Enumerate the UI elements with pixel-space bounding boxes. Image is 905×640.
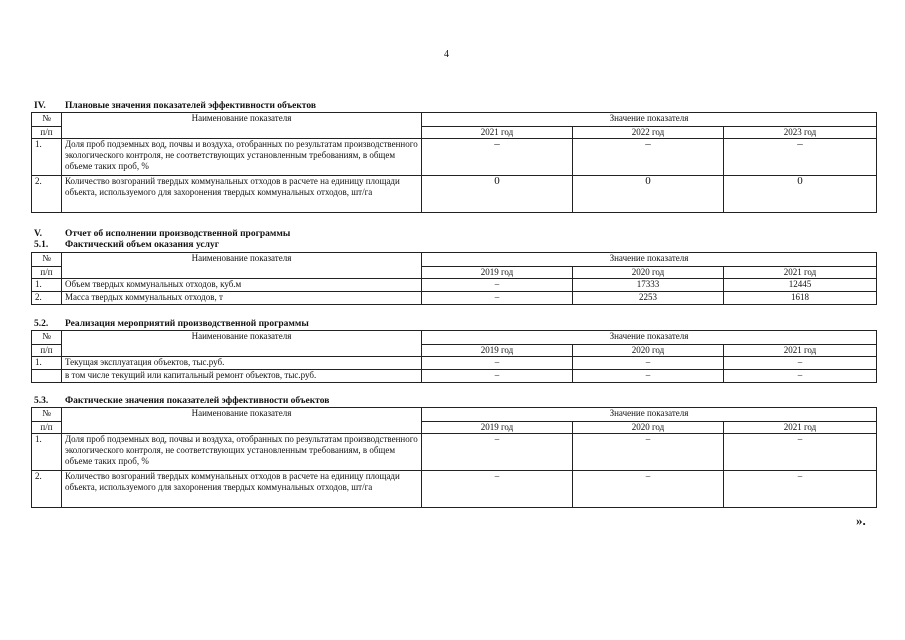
- table-row: [32, 370, 877, 383]
- section-title: Фактический объем оказания услуг: [65, 240, 220, 250]
- closing-quote-mark: ».: [856, 513, 866, 528]
- row-value: 17333: [573, 279, 724, 292]
- table-section-5-3: [31, 407, 877, 508]
- table-row: [32, 357, 877, 370]
- section-number: 5.3.: [34, 396, 49, 406]
- row-name: Доля проб подземных вод, почвы и воздуха, отобранных по результатам производственного экологического контроля, не соответствующих установленным требованиям, в общем объеме таких проб, %: [62, 434, 422, 471]
- section-number: IV.: [34, 101, 46, 111]
- row-value: –: [724, 357, 877, 370]
- section-title: Отчет об исполнении производственной программы: [65, 229, 291, 239]
- row-num: 1.: [32, 357, 62, 370]
- section-iv-heading: [34, 101, 316, 112]
- row-value: –: [573, 471, 724, 508]
- row-value: 1618: [724, 292, 877, 305]
- row-name: в том числе текущий или капитальный ремонт объектов, тыс.руб.: [62, 370, 422, 383]
- row-value: –: [724, 471, 877, 508]
- header-year: 2019 год: [422, 422, 573, 434]
- section-number: 5.2.: [34, 319, 49, 329]
- table-row: [32, 279, 877, 292]
- table-row: [32, 434, 877, 471]
- section-number: V.: [34, 229, 43, 239]
- row-name: Текущая эксплуатация объектов, тыс.руб.: [62, 357, 422, 370]
- row-value: –: [573, 370, 724, 383]
- row-value: –: [422, 279, 573, 292]
- header-year: 2020 год: [573, 422, 724, 434]
- header-name: Наименование показателя: [62, 408, 422, 434]
- header-year: 2021 год: [724, 345, 877, 357]
- header-value: Значение показателя: [422, 408, 877, 422]
- header-num: №: [32, 253, 62, 267]
- row-value: 12445: [724, 279, 877, 292]
- row-num: 1.: [32, 434, 62, 471]
- row-value: –: [422, 292, 573, 305]
- table-row: [32, 139, 877, 176]
- header-name: Наименование показателя: [62, 331, 422, 357]
- row-num: 2.: [32, 471, 62, 508]
- header-year: 2019 год: [422, 345, 573, 357]
- table-row: [32, 292, 877, 305]
- table-section-5-1: [31, 252, 877, 305]
- row-name: Количество возгораний твердых коммунальных отходов в расчете на единицу площади объекта, используемого для захоронения твердых коммунальных отходов, шт/га: [62, 176, 422, 213]
- row-name: Масса твердых коммунальных отходов, т: [62, 292, 422, 305]
- header-name: Наименование показателя: [62, 113, 422, 139]
- section-5-1-heading: [34, 240, 219, 251]
- header-value: Значение показателя: [422, 113, 877, 127]
- section-5-2-heading: [34, 319, 309, 330]
- row-value: 2253: [573, 292, 724, 305]
- row-value: –: [422, 357, 573, 370]
- header-year: 2020 год: [573, 267, 724, 279]
- header-year: 2021 год: [724, 267, 877, 279]
- table-row: [32, 471, 877, 508]
- header-year: 2022 год: [573, 127, 724, 139]
- section-v-heading: [34, 229, 290, 240]
- row-value: 0: [724, 176, 877, 213]
- row-num: 1.: [32, 279, 62, 292]
- header-year: 2021 год: [724, 422, 877, 434]
- header-year: 2023 год: [724, 127, 877, 139]
- row-value: 0: [573, 176, 724, 213]
- header-value: Значение показателя: [422, 331, 877, 345]
- row-name: Доля проб подземных вод, почвы и воздуха, отобранных по результатам производственного экологического контроля, не соответствующих установленным требованиям, в общем объеме таких проб, %: [62, 139, 422, 176]
- row-value: –: [724, 139, 877, 176]
- header-num: №: [32, 113, 62, 127]
- section-title: Реализация мероприятий производственной программы: [65, 319, 309, 329]
- table-section-5-2: [31, 330, 877, 383]
- header-num: №: [32, 408, 62, 422]
- row-num: [32, 370, 62, 383]
- row-name: Количество возгораний твердых коммунальных отходов в расчете на единицу площади объекта, используемого для захоронения твердых коммунальных отходов, шт/га: [62, 471, 422, 508]
- header-value: Значение показателя: [422, 253, 877, 267]
- section-title: Плановые значения показателей эффективности объектов: [65, 101, 316, 111]
- table-row: [32, 176, 877, 213]
- row-value: –: [573, 357, 724, 370]
- header-year: 2019 год: [422, 267, 573, 279]
- row-value: –: [422, 471, 573, 508]
- header-num-sub: п/п: [32, 422, 62, 434]
- header-year: 2020 год: [573, 345, 724, 357]
- header-name: Наименование показателя: [62, 253, 422, 279]
- row-value: 0: [422, 176, 573, 213]
- table-section-iv: [31, 112, 877, 213]
- section-5-3-heading: [34, 396, 329, 407]
- header-num: №: [32, 331, 62, 345]
- row-value: –: [573, 434, 724, 471]
- row-value: –: [724, 370, 877, 383]
- section-title: Фактические значения показателей эффективности объектов: [65, 396, 330, 406]
- row-value: –: [422, 434, 573, 471]
- header-num-sub: п/п: [32, 267, 62, 279]
- page-number: 4: [444, 49, 449, 60]
- row-num: 2.: [32, 176, 62, 213]
- section-number: 5.1.: [34, 240, 49, 250]
- header-num-sub: п/п: [32, 345, 62, 357]
- row-value: –: [724, 434, 877, 471]
- header-year: 2021 год: [422, 127, 573, 139]
- row-num: 1.: [32, 139, 62, 176]
- row-value: –: [422, 370, 573, 383]
- row-value: –: [422, 139, 573, 176]
- header-num-sub: п/п: [32, 127, 62, 139]
- row-name: Объем твердых коммунальных отходов, куб.м: [62, 279, 422, 292]
- row-num: 2.: [32, 292, 62, 305]
- row-value: –: [573, 139, 724, 176]
